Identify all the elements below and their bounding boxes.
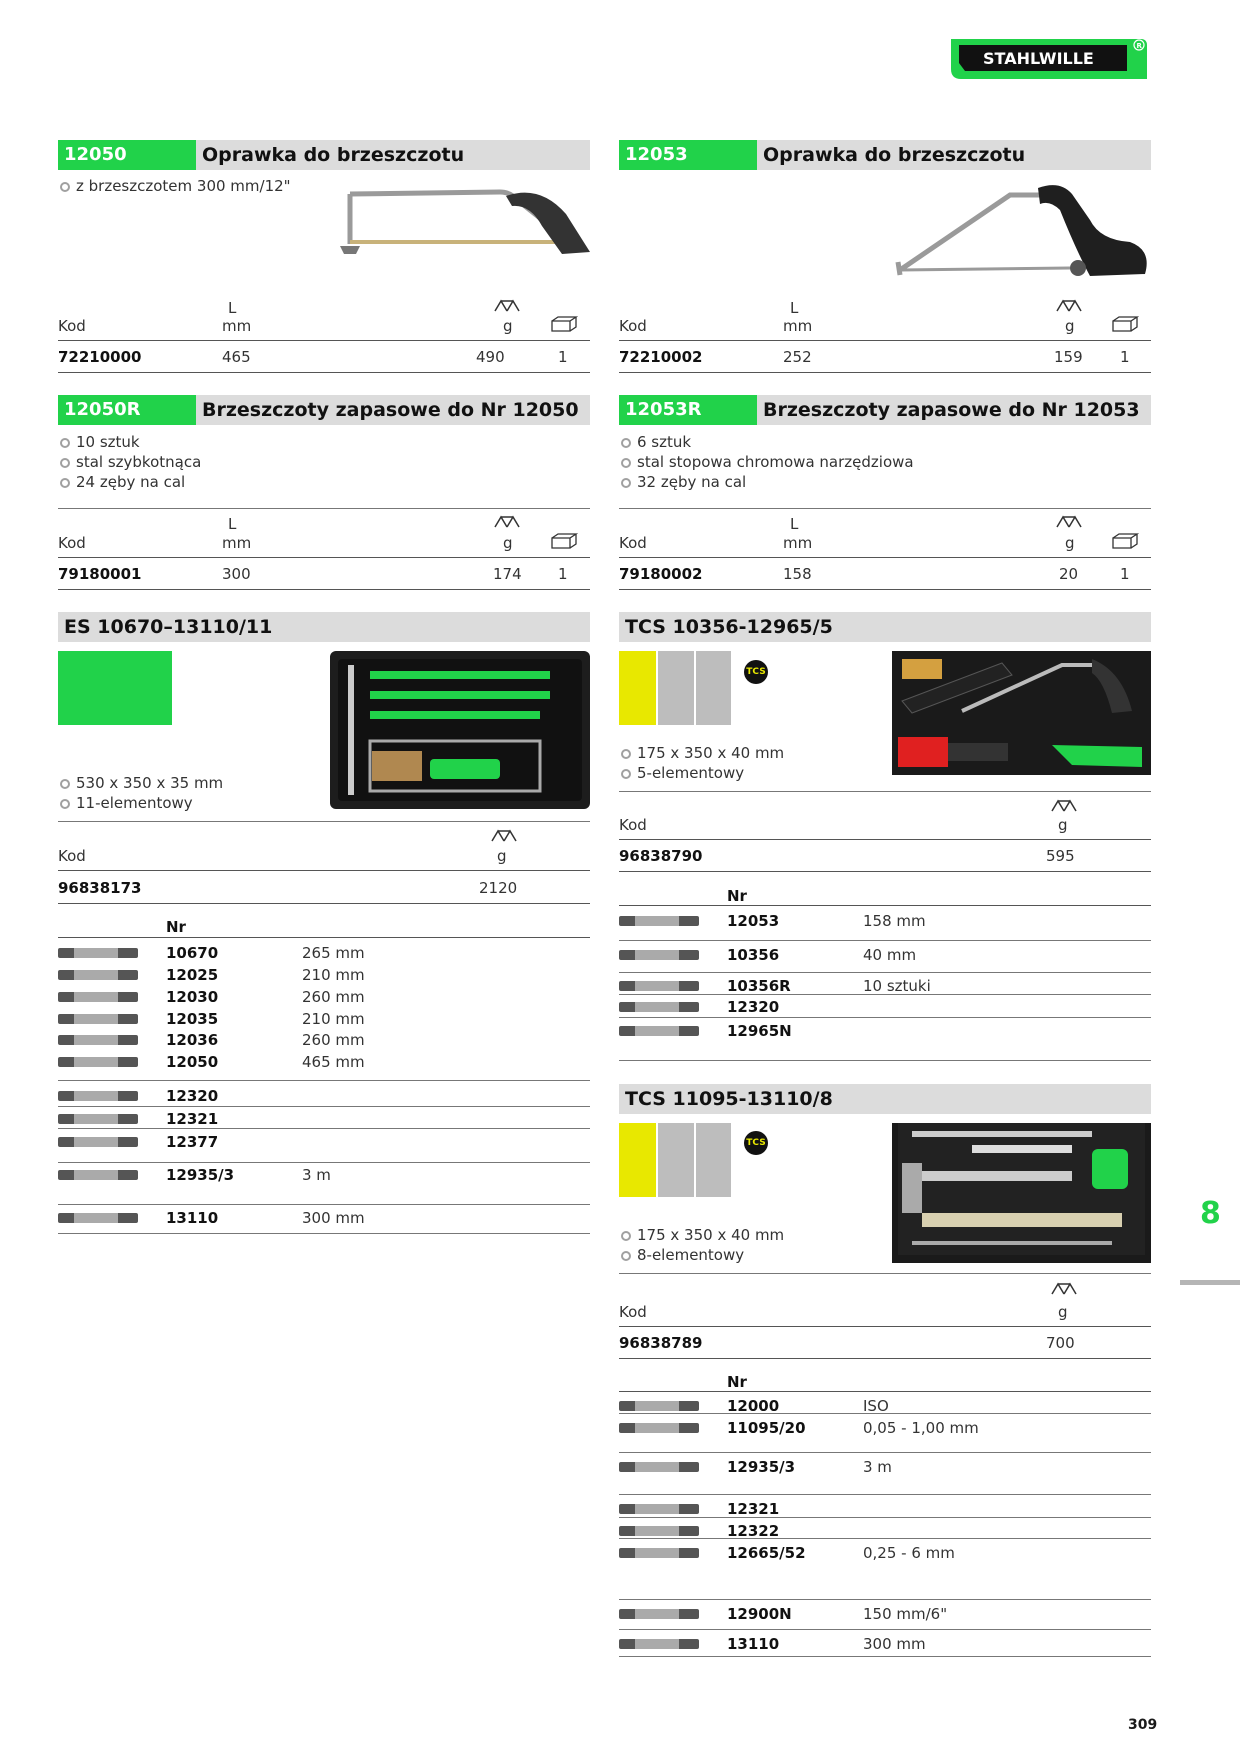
item-thumbnail-image bbox=[58, 1035, 138, 1045]
feature-list bbox=[58, 176, 291, 196]
item-number: 12935/3 bbox=[166, 1166, 235, 1184]
scale-icon bbox=[493, 297, 521, 313]
item-value: 260 mm bbox=[302, 1031, 365, 1049]
item-number: 12320 bbox=[166, 1087, 219, 1105]
table-rule bbox=[619, 557, 1151, 558]
table-rule bbox=[619, 1629, 1151, 1630]
item-thumbnail-image bbox=[58, 1213, 138, 1223]
product-title: Oprawka do brzeszczotu bbox=[202, 144, 465, 166]
item-value: 40 mm bbox=[863, 946, 917, 964]
item-thumbnail-image bbox=[619, 1504, 699, 1514]
table-rule bbox=[619, 1413, 1151, 1414]
table-rule bbox=[58, 903, 590, 904]
item-value: 210 mm bbox=[302, 966, 365, 984]
item-thumbnail-image bbox=[58, 1170, 138, 1180]
product-title: Brzeszczoty zapasowe do Nr 12053 bbox=[763, 399, 1140, 421]
table-rule bbox=[58, 1106, 590, 1107]
item-value: 3 m bbox=[863, 1458, 892, 1476]
item-value: 300 mm bbox=[302, 1209, 365, 1227]
product-header-12050r bbox=[58, 395, 590, 425]
item-value: 0,05 - 1,00 mm bbox=[863, 1419, 979, 1437]
package-icon bbox=[1111, 532, 1139, 550]
table-rule bbox=[619, 1060, 1151, 1061]
col-kod-label: Kod bbox=[619, 317, 647, 335]
nr-label: Nr bbox=[727, 1373, 747, 1391]
item-number: 10356R bbox=[727, 977, 791, 995]
col-kod-label: Kod bbox=[58, 534, 86, 552]
hacksaw-frame-image bbox=[330, 174, 590, 264]
set-header-tcs-10356 bbox=[619, 612, 1151, 642]
mini-hacksaw-image bbox=[890, 180, 1152, 280]
col-mm-label: mm bbox=[222, 534, 252, 552]
article-length: 158 bbox=[783, 565, 812, 583]
table-rule bbox=[619, 1656, 1151, 1657]
item-thumbnail-image bbox=[619, 1609, 699, 1619]
item-number: 12322 bbox=[727, 1522, 780, 1540]
feature-item: 5-elementowy bbox=[619, 763, 784, 783]
col-l-label: L bbox=[790, 515, 799, 533]
item-number: 12321 bbox=[727, 1500, 780, 1518]
article-weight: 2120 bbox=[479, 879, 518, 897]
item-thumbnail-image bbox=[619, 1423, 699, 1433]
article-length: 465 bbox=[222, 348, 251, 366]
package-icon bbox=[1111, 315, 1139, 333]
feature-item: 175 x 350 x 40 mm bbox=[619, 1225, 784, 1245]
tcs-badge-icon: TCS bbox=[744, 1131, 768, 1155]
scale-icon bbox=[1050, 797, 1078, 813]
item-number: 11095/20 bbox=[727, 1419, 806, 1437]
item-number: 12900N bbox=[727, 1605, 792, 1623]
col-g-label: g bbox=[503, 534, 513, 552]
article-length: 300 bbox=[222, 565, 251, 583]
article-code: 72210002 bbox=[619, 348, 703, 366]
scale-icon bbox=[1050, 1280, 1078, 1296]
item-number: 10356 bbox=[727, 946, 780, 964]
table-rule bbox=[58, 372, 590, 373]
table-rule bbox=[58, 1080, 590, 1081]
table-rule bbox=[619, 1017, 1151, 1018]
col-kod-label: Kod bbox=[619, 816, 647, 834]
item-thumbnail-image bbox=[58, 1137, 138, 1147]
product-number: 12053R bbox=[619, 395, 757, 425]
item-number: 12050 bbox=[166, 1053, 219, 1071]
chapter-tab: 8 bbox=[1200, 1196, 1221, 1231]
col-l-label: L bbox=[228, 515, 237, 533]
table-rule bbox=[619, 839, 1151, 840]
col-mm-label: mm bbox=[783, 534, 813, 552]
col-mm-label: mm bbox=[783, 317, 813, 335]
article-code: 79180001 bbox=[58, 565, 142, 583]
scale-icon bbox=[1055, 513, 1083, 529]
item-thumbnail-image bbox=[58, 948, 138, 958]
table-rule bbox=[58, 1128, 590, 1129]
feature-item: z brzeszczotem 300 mm/12" bbox=[58, 176, 291, 196]
set-title: TCS 10356-12965/5 bbox=[625, 616, 833, 638]
feature-item: 175 x 350 x 40 mm bbox=[619, 743, 784, 763]
package-icon bbox=[550, 315, 578, 333]
item-thumbnail-image bbox=[619, 916, 699, 926]
article-code: 79180002 bbox=[619, 565, 703, 583]
set-color-swatch bbox=[58, 651, 172, 725]
item-value: 265 mm bbox=[302, 944, 365, 962]
feature-item: 32 zęby na cal bbox=[619, 472, 914, 492]
article-qty: 1 bbox=[558, 565, 568, 583]
feature-list bbox=[619, 432, 914, 492]
set-header-es bbox=[58, 612, 590, 642]
product-number: 12050R bbox=[58, 395, 196, 425]
item-number: 12036 bbox=[166, 1031, 219, 1049]
tool-tray-image bbox=[330, 651, 590, 809]
item-value: 210 mm bbox=[302, 1010, 365, 1028]
article-code: 72210000 bbox=[58, 348, 142, 366]
table-rule bbox=[619, 508, 1151, 509]
col-g-label: g bbox=[1065, 317, 1075, 335]
item-thumbnail-image bbox=[58, 992, 138, 1002]
item-number: 12000 bbox=[727, 1397, 780, 1415]
feature-item: stal szybkotnąca bbox=[58, 452, 201, 472]
set-header-tcs-11095 bbox=[619, 1084, 1151, 1114]
table-rule bbox=[619, 871, 1151, 872]
item-value: 260 mm bbox=[302, 988, 365, 1006]
table-rule bbox=[619, 940, 1151, 941]
item-thumbnail-image bbox=[619, 950, 699, 960]
article-weight: 595 bbox=[1046, 847, 1075, 865]
item-number: 12321 bbox=[166, 1110, 219, 1128]
product-header-12053r bbox=[619, 395, 1151, 425]
table-rule bbox=[619, 340, 1151, 341]
feature-list bbox=[619, 1225, 784, 1265]
item-value: 150 mm/6" bbox=[863, 1605, 948, 1623]
table-rule bbox=[58, 937, 590, 938]
col-g-label: g bbox=[1058, 1303, 1068, 1321]
table-rule bbox=[58, 870, 590, 871]
item-number: 12377 bbox=[166, 1133, 219, 1151]
item-value: 465 mm bbox=[302, 1053, 365, 1071]
table-rule bbox=[58, 1204, 590, 1205]
item-thumbnail-image bbox=[619, 1462, 699, 1472]
item-number: 12965N bbox=[727, 1022, 792, 1040]
item-thumbnail-image bbox=[58, 970, 138, 980]
item-value: ISO bbox=[863, 1397, 889, 1415]
table-rule bbox=[619, 1517, 1151, 1518]
col-g-label: g bbox=[1058, 816, 1068, 834]
table-rule bbox=[58, 340, 590, 341]
table-rule bbox=[619, 1599, 1151, 1600]
set-title: TCS 11095-13110/8 bbox=[625, 1088, 833, 1110]
article-weight: 20 bbox=[1059, 565, 1079, 583]
table-rule bbox=[619, 1494, 1151, 1495]
item-value: 300 mm bbox=[863, 1635, 926, 1653]
item-number: 12035 bbox=[166, 1010, 219, 1028]
item-thumbnail-image bbox=[619, 1639, 699, 1649]
col-g-label: g bbox=[503, 317, 513, 335]
table-rule bbox=[619, 1391, 1151, 1392]
tool-module-image bbox=[892, 651, 1151, 775]
article-weight: 159 bbox=[1054, 348, 1083, 366]
article-qty: 1 bbox=[1120, 565, 1130, 583]
table-rule bbox=[619, 589, 1151, 590]
item-value: 10 sztuki bbox=[863, 977, 931, 995]
table-rule bbox=[58, 589, 590, 590]
table-rule bbox=[619, 1538, 1151, 1539]
product-header-12050 bbox=[58, 140, 590, 170]
feature-item: 6 sztuk bbox=[619, 432, 914, 452]
item-thumbnail-image bbox=[619, 1526, 699, 1536]
article-qty: 1 bbox=[1120, 348, 1130, 366]
item-number: 12665/52 bbox=[727, 1544, 806, 1562]
table-rule bbox=[619, 905, 1151, 906]
item-thumbnail-image bbox=[619, 1401, 699, 1411]
table-rule bbox=[58, 821, 590, 822]
tool-module-image bbox=[892, 1123, 1151, 1263]
item-thumbnail-image bbox=[58, 1091, 138, 1101]
page-number: 309 bbox=[1128, 1717, 1158, 1733]
col-kod-label: Kod bbox=[619, 1303, 647, 1321]
table-rule bbox=[619, 1273, 1151, 1274]
col-kod-label: Kod bbox=[58, 317, 86, 335]
item-number: 12025 bbox=[166, 966, 219, 984]
table-rule bbox=[619, 372, 1151, 373]
feature-item: stal stopowa chromowa narzędziowa bbox=[619, 452, 914, 472]
product-title: Brzeszczoty zapasowe do Nr 12050 bbox=[202, 399, 579, 421]
item-number: 13110 bbox=[727, 1635, 780, 1653]
feature-list bbox=[58, 773, 223, 813]
package-icon bbox=[550, 532, 578, 550]
tcs-badge-icon: TCS bbox=[744, 660, 768, 684]
item-thumbnail-image bbox=[619, 1026, 699, 1036]
item-thumbnail-image bbox=[58, 1014, 138, 1024]
nr-label: Nr bbox=[166, 918, 186, 936]
feature-item: 11-elementowy bbox=[58, 793, 223, 813]
chapter-tab-bar bbox=[1180, 1280, 1240, 1285]
scale-icon bbox=[490, 827, 518, 843]
item-thumbnail-image bbox=[58, 1114, 138, 1124]
stahlwille-logo bbox=[951, 35, 1151, 83]
item-number: 12935/3 bbox=[727, 1458, 796, 1476]
tcs-module-swatch bbox=[619, 1123, 731, 1197]
table-rule bbox=[619, 1358, 1151, 1359]
table-rule bbox=[58, 1162, 590, 1163]
item-thumbnail-image bbox=[619, 981, 699, 991]
article-code: 96838790 bbox=[619, 847, 703, 865]
article-qty: 1 bbox=[558, 348, 568, 366]
col-g-label: g bbox=[497, 847, 507, 865]
tcs-module-swatch bbox=[619, 651, 731, 725]
article-weight: 700 bbox=[1046, 1334, 1075, 1352]
col-kod-label: Kod bbox=[619, 534, 647, 552]
item-number: 12030 bbox=[166, 988, 219, 1006]
feature-item: 530 x 350 x 35 mm bbox=[58, 773, 223, 793]
article-code: 96838789 bbox=[619, 1334, 703, 1352]
col-kod-label: Kod bbox=[58, 847, 86, 865]
scale-icon bbox=[1055, 297, 1083, 313]
scale-icon bbox=[493, 513, 521, 529]
col-l-label: L bbox=[228, 299, 237, 317]
nr-label: Nr bbox=[727, 887, 747, 905]
table-rule bbox=[619, 972, 1151, 973]
article-weight: 174 bbox=[493, 565, 522, 583]
product-header-12053 bbox=[619, 140, 1151, 170]
set-title: ES 10670–13110/11 bbox=[64, 616, 273, 638]
feature-item: 24 zęby na cal bbox=[58, 472, 201, 492]
item-thumbnail-image bbox=[619, 1002, 699, 1012]
item-number: 13110 bbox=[166, 1209, 219, 1227]
table-rule bbox=[619, 994, 1151, 995]
product-number: 12053 bbox=[619, 140, 757, 170]
article-weight: 490 bbox=[476, 348, 505, 366]
feature-list bbox=[619, 743, 784, 783]
table-rule bbox=[58, 1233, 590, 1234]
item-number: 10670 bbox=[166, 944, 219, 962]
product-number: 12050 bbox=[58, 140, 196, 170]
svg-text:R: R bbox=[1136, 42, 1142, 50]
table-rule bbox=[619, 1452, 1151, 1453]
item-number: 12053 bbox=[727, 912, 780, 930]
col-mm-label: mm bbox=[222, 317, 252, 335]
article-length: 252 bbox=[783, 348, 812, 366]
item-value: 158 mm bbox=[863, 912, 926, 930]
feature-item: 10 sztuk bbox=[58, 432, 201, 452]
table-rule bbox=[58, 508, 590, 509]
item-number: 12320 bbox=[727, 998, 780, 1016]
table-rule bbox=[58, 557, 590, 558]
feature-list bbox=[58, 432, 201, 492]
item-thumbnail-image bbox=[58, 1057, 138, 1067]
item-thumbnail-image bbox=[619, 1548, 699, 1558]
col-l-label: L bbox=[790, 299, 799, 317]
article-code: 96838173 bbox=[58, 879, 142, 897]
product-title: Oprawka do brzeszczotu bbox=[763, 144, 1026, 166]
col-g-label: g bbox=[1065, 534, 1075, 552]
table-rule bbox=[619, 1326, 1151, 1327]
item-value: 0,25 - 6 mm bbox=[863, 1544, 955, 1562]
feature-item: 8-elementowy bbox=[619, 1245, 784, 1265]
svg-text:STAHLWILLE: STAHLWILLE bbox=[983, 49, 1094, 68]
table-rule bbox=[619, 791, 1151, 792]
item-value: 3 m bbox=[302, 1166, 331, 1184]
